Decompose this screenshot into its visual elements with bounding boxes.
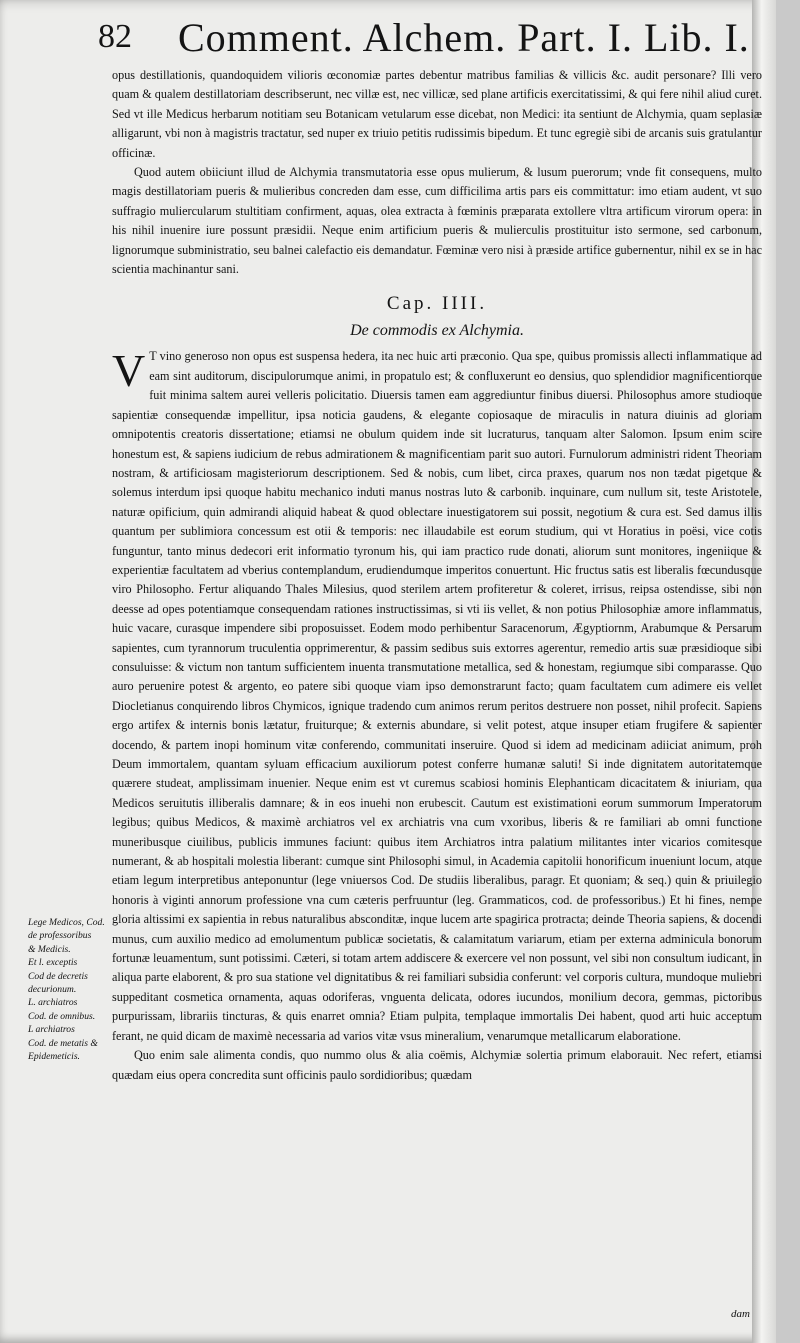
drop-capital: V: [112, 345, 146, 397]
margin-note: L. archiatros: [28, 997, 78, 1009]
margin-note: L archiatros: [28, 1024, 75, 1036]
page-number: 82: [98, 18, 132, 55]
margin-note: Et l. exceptis: [28, 957, 78, 969]
main-text: [112, 66, 762, 1085]
margin-note: Cod. de omnibus.: [28, 1010, 96, 1022]
chapter-subtitle: De commodis ex Alchymia.: [350, 322, 524, 340]
margin-note: & Medicis.: [28, 943, 71, 955]
margin-note: Lege Medicos, Cod. de professoribus: [28, 917, 105, 942]
margin-note: Cod. de metatis & Epidemeticis.: [28, 1037, 98, 1063]
running-title: Comment. Alchem. Part. I. Lib. I.: [178, 15, 750, 60]
margin-note: Cod de decretis decurionum.: [28, 970, 88, 996]
paragraph-3: [112, 347, 762, 1046]
paragraph-3-text: T vino generoso non opus est suspensa hedera, ita nec huic arti præconio. Qua spe, quibus promissis allecti inflammatique ad eam sint auditorum, discipulorumque animi, in propatulo est; & confluxerunt eo densius, quo splendidior magnificentiorque fuit minima saltem aurei velleris policitatio. Diuersis tamen eam aggrediuntur finibus diuersi. Philosophus amore studioque sapientiæ consequendæ impellitur, ipsa noticia gaudens, & elegante copiosaque de miraculis in natura diuinis ad gloriam omnipotentis creatoris dissertatione; etiamsi ne obulum quidem inde sit lucraturus, tanquam alter Salomon. Ipsum enim scire honestum est, & sapiens iudicium de rebus admirationem & magnificentiam parit suo autori. Furnulorum administri rident Theoriam nostram, & artificiosam magisteriorum descriptionem. Sed & nobis, cum libet, circa praxes, quarum nos non tædat pigetque & solemus interdum ipsi quoque habitu mechanico induti manus nostras luto & carbonib. inquinare, cum nullum sit, teste Aristotele, naturæ opificium, quin admirandi aliquid habeat & quod oblectare inuestigatorem sui possit, negotium & cura est. Sed damus illis quantum per sublimiora concessum est otii & temporis: nec illaudabile est eorum studium, qui vt Horatius in poësi, vice cotis funguntur, tanto minus dedecori erit informatio tyronum his, qui iam practico rude donati, aliorum sunt monitores, ingeniique & experientiæ facultatem ad vberius contemplandum, erudiendumque imperitos conuertunt. Hic fructus satis est liberalis fœcundusque viro Philosopho. Fertur aliquando Thales Milesius, quod sterilem artem profiteretur & coleret, irrisus, reipsa ostendisse, sibi non deesse ad opes potentiamque consequendam rationes instructissimas, si vti iis vellet, & non potius Philosophiæ amore inflammatus, huic vacare, curasque impendere sibi proposuisset. Eodem modo perhibentur Saracenorum, Ægyptiornm, Arabumque & Persarum sapientes, cum tyrannorum truculentia opprimerentur, & passim sedibus suis extorres agerentur, remedio artis suæ præsidioque sibi consuluisse: & victum non tantum sufficientem inuenta transmutatione metallica, sed & honestam, regiumque sibi comparasse. Quo auro peruenire potest & argento, eo patere sibi quoque viam ipso demonstrarunt facto; quam facultatem cum adimere eis vellet Diocletianus conquirendo libros Chymicos, ignique tradendo cum animos rerum peritos destruere non posset, nihil profecit. Sapiens ergo artifex & internis bonis lætatur, fruiturque; & externis abundare, si velit potest, atque insuper etiam frugifere & sapienter docendo, & partem inopi hominum vitæ conferendo, communitati inseruire. Quod si idem ad medicinam adiiciat animum, proh Deum immortalem, quantam syluam efficacium auxiliorum potest conferre humanæ saluti! Si inde dignitatem autoritatemque quærere studeat, amplissimam inuenier. Neque enim est vt curemus scabiosi hominis Elephanticam dicacitatem & iniuriam, qua Medicos seruitutis illiberalis damnare; & in eos inuehi non erubescit. Cautum est existimationi eorum summorum Imperatorum legibus; quibus Medicos, & maximè archiatros vel ex archiatris vna cum vxoribus, liberis & re familiari ab omni functione muneribusque ciuilibus, publicis immunes faciunt: quibus item Archiatros intra palatium militantes inter vicarios comitesque numerant, & ab hospitali molestia liberant: cumque sint Philosophi simul, in Academia capitolii honorificum inueniunt locum, atque etiam legum interpretibus anteponuntur (lege vniuersos Cod. De studiis liberalibus, paragr. Et quoniam; & seq.) quin & priuilegio honoris à viginti annorum professione vna cum cæteris perfruuntur (leg. Grammaticos, cod. de professoribus.) Et hi fines, nempe gloria altissimi ex sapientia in rebus naturalibus absconditæ, inque lucem arte spagirica protracta; deinde Theoria sapiens, & docendi munus, cum auxilio medico ad emolumentum publicæ societatis, & calamitatum variarum, etiam per externa adminicula bonorum fortunæ leuamentum, sunt potissimi. Cæteri, si totam artem addiscere & exercere vel non possunt, vel sibi non consultum iudicant, in aliqua parte elaborent, & pro sua statione vel dignitatibus & rei familiari subsidia conferunt: vel corporis cultura, mundoque muliebri suppeditant cosmetica ornamenta, aquas odoriferas, vnguenta delicata, odores iucundos, monilium decora, gemmas, pictoribus purpurissam, librariis tincturas, & quis enarret omnia? Etiam pulpita, templaque immortalis Dei habent, quod arti huic acceptum ferant, ne quid dicam de maximè necessaria ad varios vitæ vsus mineralium, venarumque metallicarum elaboratione.: [112, 349, 762, 1043]
paragraph-4: Quo enim sale alimenta condis, quo nummo olus & alia coëmis, Alchymiæ solertia primum elaborauit. Nec refert, etiamsi quædam eius opera concredita sunt officinis paulo sordidioribus; quædam: [112, 1048, 762, 1082]
paragraph-2: Quod autem obiiciunt illud de Alchymia transmutatoria esse opus mulierum, & lusum puerorum; vnde fit consequens, multo magis destillatoriam pueris & mulieribus concreden dam esse, cum difficilima artis pars eis committatur: imo etiam audent, vt suo suffragio muliercularum stultitiam confirment, aquas, olea extracta à fœminis præparata extollere vltra artificum virorum opera: in his nihil inuenire iure possunt præsidii. Neque enim artificium pueris & mulierculis prostituitur isto sermone, sed carbonum, lignorumque subministratio, seu balnei calefactio eis demandatur. Fœminæ vero nisi à præside artifice gubernentur, nihil ex se in hac scientia machinantur sani.: [112, 165, 762, 277]
chapter-title: Cap. IIII.: [386, 293, 488, 315]
margin-notes: [28, 916, 110, 1063]
paragraph-1: opus destillationis, quandoquidem vilioris œconomiæ partes debentur matribus familias & villicis &c. audit personare? Illi vero quam & qualem destillatoriam describserunt, nec villæ est, nec villicæ, sed plane artificis exercitatissimi, & qui fere nihil aliud curet. Sed vt ille Medicus herbarum notitiam seu Botanicam vetularum esse dicebat, non Medici: ita sentiunt de Alchymia, quam seplasiæ alligarunt, vbi non à magistris tractatur, sed nuper ex triuio petitis rudissimis bipedum. Et tunc egregiè sibi de arcanis suis gratulantur officinæ.: [112, 68, 762, 160]
page-header: [98, 14, 750, 64]
catchword: dam: [731, 1308, 750, 1320]
